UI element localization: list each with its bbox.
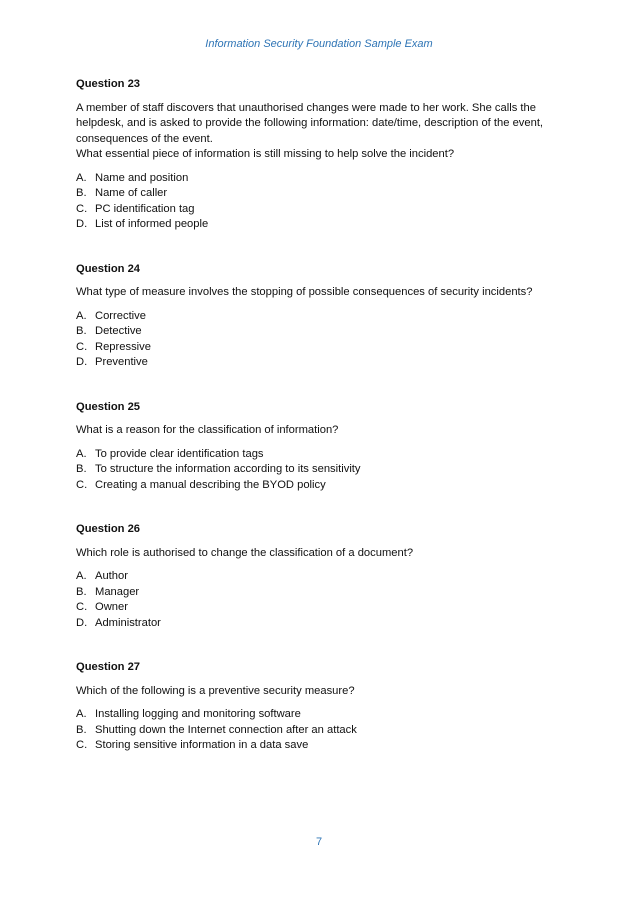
- option-text: Shutting down the Internet connection after an attack: [95, 723, 357, 736]
- answer-option-a: [76, 707, 556, 723]
- question-title: Question 27: [76, 661, 141, 673]
- question-body: [76, 101, 556, 163]
- question-body: [76, 285, 556, 301]
- page-header: Information Security Foundation Sample Exam: [205, 38, 433, 50]
- option-text: Owner: [95, 601, 128, 613]
- option-letter: B.: [76, 585, 87, 598]
- answer-option-b: [76, 186, 556, 202]
- answer-option-b: [76, 585, 556, 601]
- option-text: Name and position: [95, 171, 189, 184]
- option-text: Preventive: [95, 356, 148, 368]
- option-text: Name of caller: [95, 187, 168, 199]
- question-text-line: Which role is authorised to change the classification of a document?: [76, 546, 414, 559]
- questions-container: [76, 77, 556, 783]
- question-25: [76, 400, 556, 494]
- option-text: Author: [95, 570, 128, 582]
- option-letter: D.: [76, 616, 88, 629]
- question-text-line: helpdesk, and is asked to provide the following information: date/time, description of the event,: [76, 117, 544, 129]
- option-text: Repressive: [95, 340, 151, 353]
- option-letter: B.: [76, 325, 87, 337]
- option-letter: A.: [76, 570, 87, 582]
- option-letter: D.: [76, 218, 88, 230]
- option-text: To structure the information according to its sensitivity: [95, 463, 361, 475]
- answer-option-a: [76, 447, 556, 463]
- option-text: To provide clear identification tags: [95, 447, 264, 460]
- answer-option-b: [76, 723, 556, 739]
- option-letter: D.: [76, 356, 88, 368]
- answer-option-a: [76, 171, 556, 187]
- option-text: Administrator: [95, 616, 161, 629]
- answer-option-a: [76, 569, 556, 585]
- answer-option-c: [76, 340, 556, 356]
- option-letter: B.: [76, 187, 87, 199]
- option-letter: A.: [76, 309, 87, 322]
- question-27: [76, 660, 556, 754]
- question-title: Question 23: [76, 78, 141, 90]
- question-26: [76, 522, 556, 631]
- question-24: [76, 262, 556, 371]
- page-number: 7: [315, 836, 323, 848]
- option-letter: A.: [76, 171, 87, 184]
- answer-option-c: [76, 478, 556, 494]
- answer-option-b: [76, 462, 556, 478]
- option-text: Storing sensitive information in a data save: [95, 739, 309, 751]
- answer-option-d: [76, 217, 556, 233]
- option-letter: C.: [76, 739, 88, 751]
- answer-option-a: [76, 309, 556, 325]
- answer-options: [76, 569, 556, 631]
- option-text: Manager: [95, 585, 140, 598]
- answer-options: [76, 707, 556, 754]
- answer-option-c: [76, 202, 556, 218]
- option-text: Installing logging and monitoring software: [95, 708, 301, 720]
- option-text: List of informed people: [95, 218, 209, 230]
- question-text-line: Which of the following is a preventive security measure?: [76, 684, 355, 697]
- question-body: [76, 546, 556, 562]
- option-letter: A.: [76, 708, 87, 720]
- option-letter: C.: [76, 340, 88, 353]
- question-text-line: A member of staff discovers that unauthorised changes were made to her work. She calls the: [76, 101, 536, 114]
- option-letter: C.: [76, 478, 88, 491]
- option-text: PC identification tag: [95, 202, 195, 215]
- option-letter: C.: [76, 601, 88, 613]
- question-body: [76, 423, 556, 439]
- question-text-line: consequences of the event.: [76, 132, 213, 145]
- question-text-line: What essential piece of information is still missing to help solve the incident?: [76, 148, 455, 160]
- option-letter: C.: [76, 202, 88, 215]
- question-text-line: What is a reason for the classification of information?: [76, 424, 339, 436]
- question-title: Question 26: [76, 523, 141, 535]
- answer-option-d: [76, 355, 556, 371]
- answer-option-c: [76, 600, 556, 616]
- option-letter: B.: [76, 463, 87, 475]
- question-title: Question 25: [76, 400, 141, 413]
- answer-options: [76, 309, 556, 371]
- question-body: [76, 684, 556, 700]
- question-title: Question 24: [76, 262, 141, 275]
- answer-options: [76, 171, 556, 233]
- answer-options: [76, 447, 556, 494]
- answer-option-b: [76, 324, 556, 340]
- option-letter: B.: [76, 723, 87, 736]
- option-letter: A.: [76, 447, 87, 460]
- question-text-line: What type of measure involves the stopping of possible consequences of security incidents?: [76, 286, 533, 298]
- question-23: [76, 77, 556, 233]
- option-text: Creating a manual describing the BYOD policy: [95, 478, 326, 491]
- answer-option-d: [76, 616, 556, 632]
- option-text: Detective: [95, 325, 142, 337]
- answer-option-c: [76, 738, 556, 754]
- option-text: Corrective: [95, 309, 146, 322]
